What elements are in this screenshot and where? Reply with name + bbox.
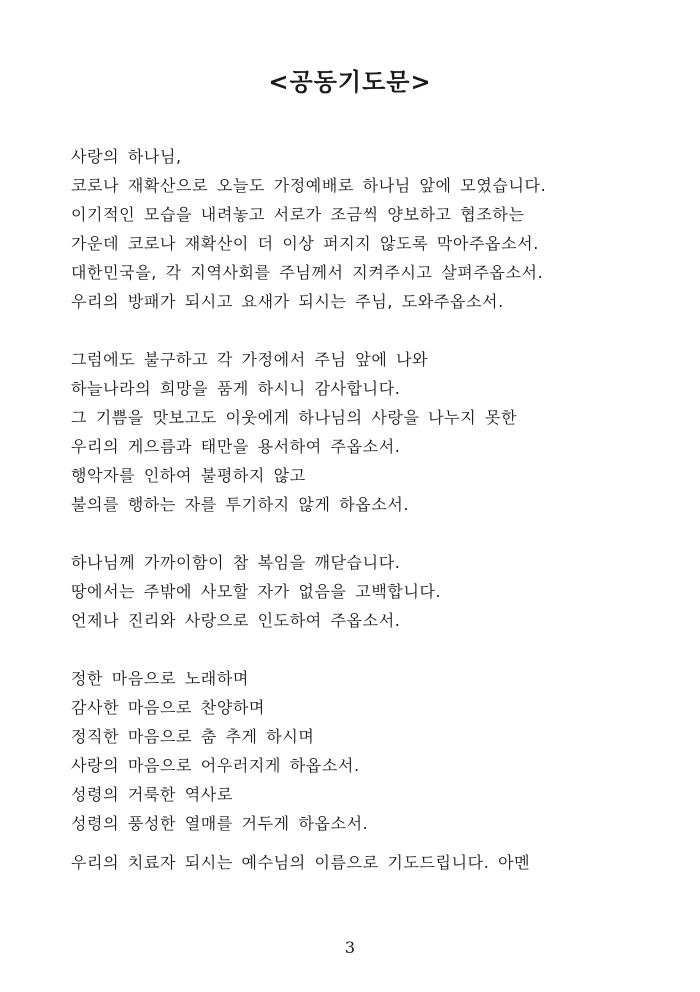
text-line: 우리의 방패가 되시고 요새가 되시는 주님, 도와주옵소서. — [71, 292, 504, 311]
text-line: 사랑의 하나님, — [71, 147, 182, 166]
page-number: 3 — [344, 938, 356, 957]
text-line: 땅에서는 주밖에 사모할 자가 없음을 고백합니다. — [71, 582, 442, 601]
text-line: 우리의 게으름과 태만을 용서하여 주옵소서. — [71, 437, 401, 456]
text-line: 정직한 마음으로 춤 추게 하시며 — [71, 727, 315, 746]
text-line: 코로나 재확산으로 오늘도 가정예배로 하나님 앞에 모였습니다. — [71, 176, 547, 195]
text-line: 성령의 거룩한 역사로 — [71, 785, 233, 804]
stanza-4 — [71, 664, 671, 838]
text-line: 감사한 마음으로 찬양하며 — [71, 698, 265, 717]
text-line: 하늘나라의 희망을 품게 하시니 감사합니다. — [71, 379, 401, 398]
text-line: 그럼에도 불구하고 각 가정에서 주님 앞에 나와 — [71, 350, 429, 369]
stanza-1 — [71, 142, 671, 316]
text-line: 불의를 행하는 자를 투기하지 않게 하옵소서. — [71, 495, 410, 514]
closing-line: 우리의 치료자 되시는 예수님의 이름으로 기도드립니다. 아멘 — [71, 853, 531, 872]
text-line: 그 기쁨을 맛보고도 이웃에게 하나님의 사랑을 나누지 못한 — [71, 408, 518, 427]
stanza-2 — [71, 345, 671, 519]
text-line: 대한민국을, 각 지역사회를 주님께서 지켜주시고 살펴주옵소서. — [71, 263, 544, 282]
page-title: <공동기도문> — [268, 68, 432, 96]
text-line: 사랑의 마음으로 어우러지게 하옵소서. — [71, 756, 360, 775]
text-line: 정한 마음으로 노래하며 — [71, 669, 249, 688]
prayer-body — [71, 142, 671, 877]
text-line: 이기적인 모습을 내려놓고 서로가 조금씩 양보하고 협조하는 — [71, 205, 525, 224]
text-line: 하나님께 가까이함이 참 복임을 깨닫습니다. — [71, 553, 401, 572]
text-line: 가운데 코로나 재확산이 더 이상 퍼지지 않도록 막아주옵소서. — [71, 234, 539, 253]
text-line: 성령의 풍성한 열매를 거두게 하옵소서. — [71, 814, 369, 833]
text-line: 행악자를 인하여 불평하지 않고 — [71, 466, 306, 485]
stanza-3 — [71, 548, 671, 635]
text-line: 언제나 진리와 사랑으로 인도하여 주옵소서. — [71, 611, 401, 630]
